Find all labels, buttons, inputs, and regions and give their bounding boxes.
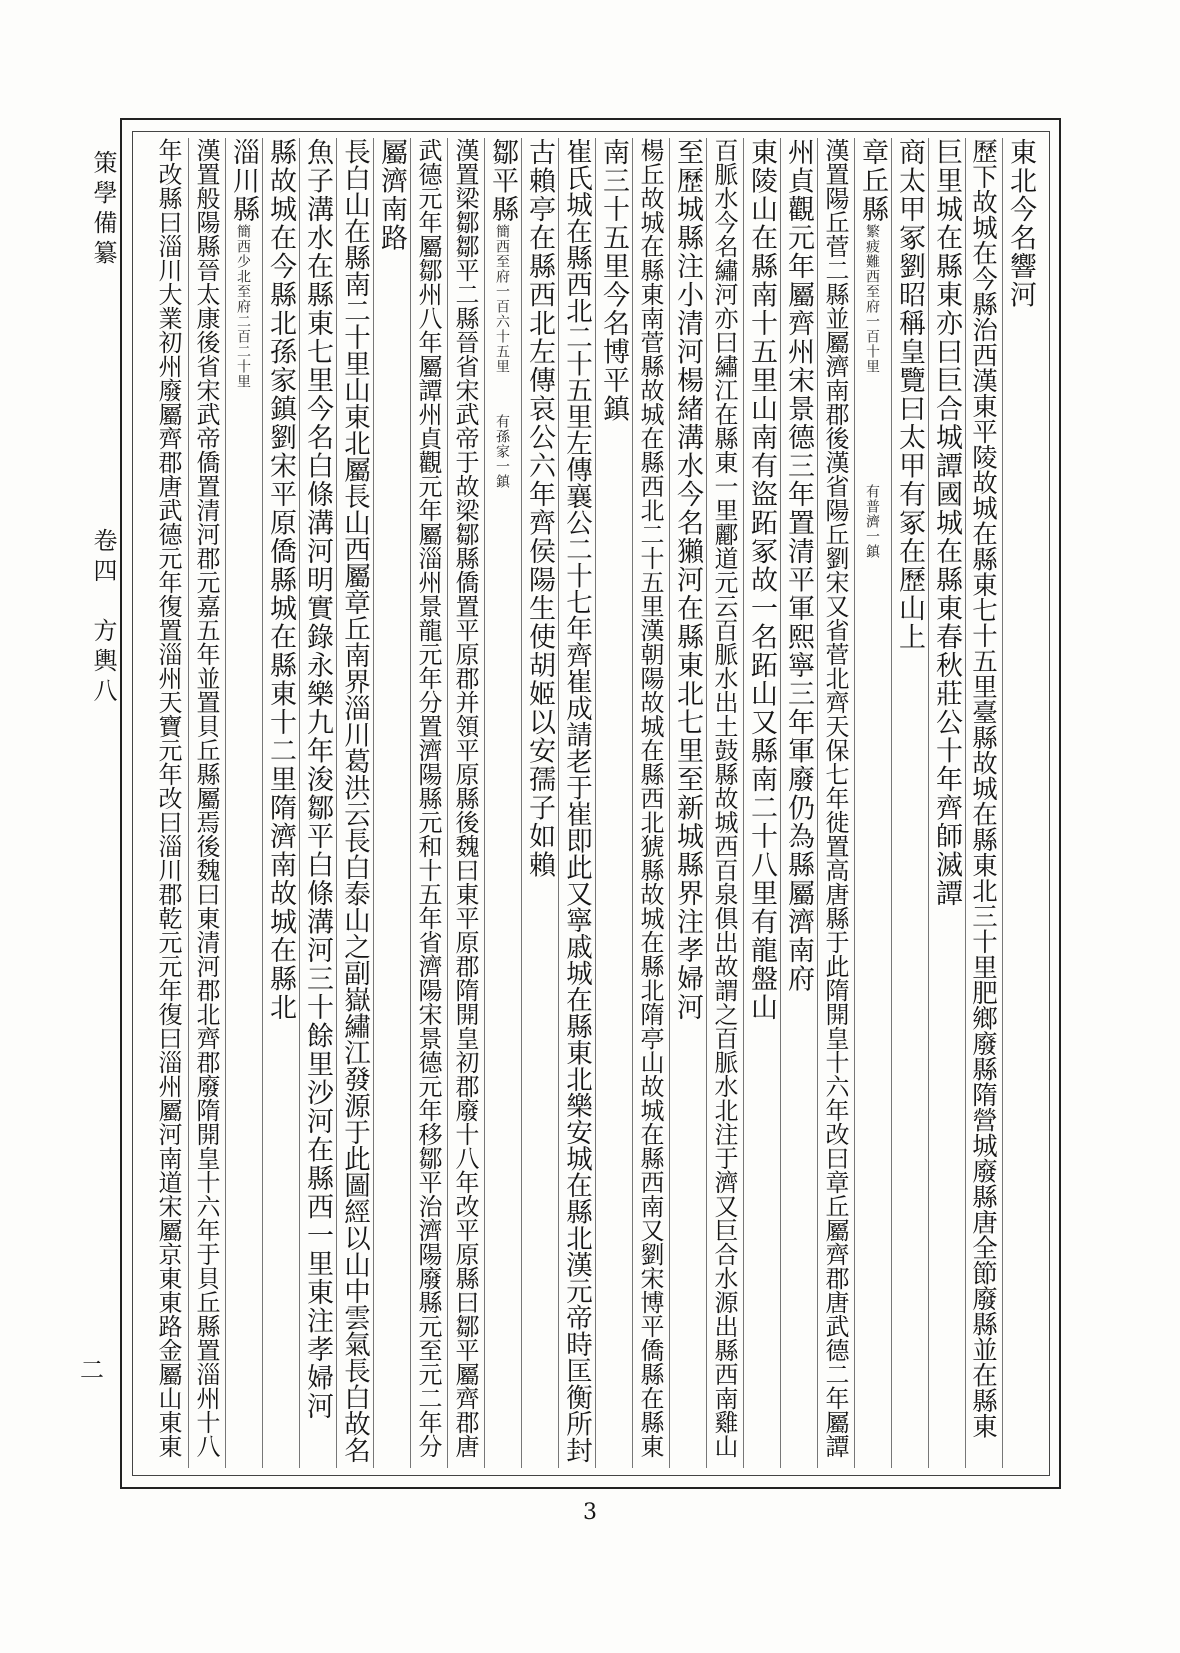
annotation-note: 簡西至府一百六十五里 xyxy=(494,223,510,374)
text-column-18 xyxy=(373,138,408,1468)
margin-title: 策學備纂 xyxy=(89,150,117,270)
text-column-19 xyxy=(336,138,371,1468)
column-text: 東北今名響河 xyxy=(1005,138,1036,309)
column-text: 漢置般陽縣晉太康後省宋武帝僑置清河郡元嘉五年並置貝丘縣屬焉後魏曰東清河郡北齊郡廢隋開皇十六年于貝丘縣置淄州十八 xyxy=(192,138,220,1458)
column-text: 魚子溝水在縣東七里今名白條溝河明實錄永樂九年浚鄒平白條溝河三十餘里沙河在縣西一里東注孝婦河 xyxy=(302,138,333,1421)
text-column-2 xyxy=(965,138,1000,1468)
column-text: 州貞觀元年屬齊州宋景德三年置清平軍熙寧三年軍廢仍為縣屬濟南府 xyxy=(783,138,814,993)
text-column-12 xyxy=(595,138,630,1468)
text-column-6 xyxy=(817,138,852,1468)
column-text: 屬濟南路 xyxy=(376,138,407,252)
column-text: 巨里城在縣東亦曰巨合城譚國城在縣東春秋莊公十年齊師滅譚 xyxy=(931,138,962,908)
text-column-4 xyxy=(891,138,926,1468)
column-text: 東陵山在縣南十五里山南有盜跖冢故一名跖山又縣南二十八里有龍盤山 xyxy=(746,138,777,1022)
column-text: 長白山在縣南二十里山東北屬長山西屬章丘南界淄川葛洪云長白泰山之副嶽繡江發源于此圖經以山中雲氣長白故名 xyxy=(339,138,370,1463)
text-column-20 xyxy=(299,138,334,1468)
text-column-22 xyxy=(225,138,260,1468)
text-column-3 xyxy=(928,138,963,1468)
column-text: 古賴亭在縣西北左傳哀公六年齊侯陽生使胡姬以安孺子如賴 xyxy=(524,138,555,879)
annotation-note: 繁疲難西至府一百十里 xyxy=(864,223,880,374)
column-text: 年改縣曰淄川大業初州廢屬齊郡唐武德元年復置淄州天寶元年改曰淄川郡乾元元年復曰淄州屬河南道宋屬京東東路金屬山東東 xyxy=(154,138,182,1458)
text-column-10 xyxy=(669,138,704,1468)
text-column-21 xyxy=(262,138,297,1468)
column-text: 崔氏城在縣西北二十五里左傳襄公二十七年齊崔成請老于崔即此又寧戚城在縣東北樂安城在縣北漢元帝時匡衡所封 xyxy=(561,138,592,1463)
text-column-17 xyxy=(410,138,445,1468)
column-text: 商太甲冢劉昭稱皇覽曰太甲有冢在歷山上 xyxy=(894,138,925,651)
column-text: 百脈水今名繡河亦曰繡江在縣東一里酈道元云百脈水出土鼓縣故城西百泉俱出故謂之百脈水北注于濟又巨合水源出縣西南雞山 xyxy=(710,138,738,1458)
text-column-15 xyxy=(484,138,519,1468)
text-column-5 xyxy=(854,138,889,1468)
text-column-14 xyxy=(521,138,556,1468)
text-column-23 xyxy=(188,138,223,1468)
text-column-8 xyxy=(743,138,778,1468)
column-text: 漢置梁鄒鄒平二縣晉省宋武帝于故梁鄒縣僑置平原郡并領平原縣後魏曰東平原郡隋開皇初郡廢十八年改平原縣曰鄒平屬齊郡唐 xyxy=(451,138,479,1458)
column-text: 楊丘故城在縣東南菅縣故城在縣西北二十五里漢朝陽故城在縣西北猇縣故城在縣北隋亭山故城在縣西南又劉宋博平僑縣在縣東 xyxy=(636,138,664,1458)
text-column-1 xyxy=(1002,138,1037,1468)
text-column-24 xyxy=(151,138,185,1468)
annotation-note: 有普濟一鎮 xyxy=(864,483,880,559)
annotation-note: 有孫家一鎮 xyxy=(494,413,510,489)
margin-folio: 二 xyxy=(80,1356,104,1384)
annotation-note: 簡西少北至府二百二十里 xyxy=(235,223,251,389)
county-heading: 章丘縣 xyxy=(857,138,888,224)
text-column-11 xyxy=(632,138,667,1468)
column-text: 歷下故城在今縣治西漢東平陵故城在縣東七十五里臺縣故城在縣東北三十里肥鄉廢縣隋營城廢縣唐全節廢縣並在縣東 xyxy=(968,138,998,1439)
column-text: 縣故城在今縣北孫家鎮劉宋平原僑縣城在縣東十二里隋濟南故城在縣北 xyxy=(265,138,296,1022)
column-text: 漢置陽丘菅二縣並屬濟南郡後漢省陽丘劉宋又省菅北齊天保七年徙置高唐縣于此隋開皇十六年改曰章丘屬齊郡唐武德二年屬譚 xyxy=(821,138,849,1458)
column-text: 至歷城縣注小清河楊緒溝水今名獺河在縣東北七里至新城縣界注孝婦河 xyxy=(672,138,703,1022)
column-text: 南三十五里今名博平鎮 xyxy=(598,138,629,423)
county-heading: 淄川縣 xyxy=(228,138,259,224)
margin-volume: 卷四 方輿八 xyxy=(89,528,117,708)
text-column-16 xyxy=(447,138,482,1468)
text-column-7 xyxy=(780,138,815,1468)
page-number: 3 xyxy=(583,1500,597,1525)
column-text: 武德元年屬鄒州八年屬譚州貞觀元年屬淄州景龍元年分置濟陽縣元和十五年省濟陽宋景德元年移鄒平治濟陽廢縣元至元二年分 xyxy=(414,138,442,1458)
text-column-13 xyxy=(558,138,593,1468)
county-heading: 鄒平縣 xyxy=(487,138,518,224)
text-column-9 xyxy=(706,138,741,1468)
